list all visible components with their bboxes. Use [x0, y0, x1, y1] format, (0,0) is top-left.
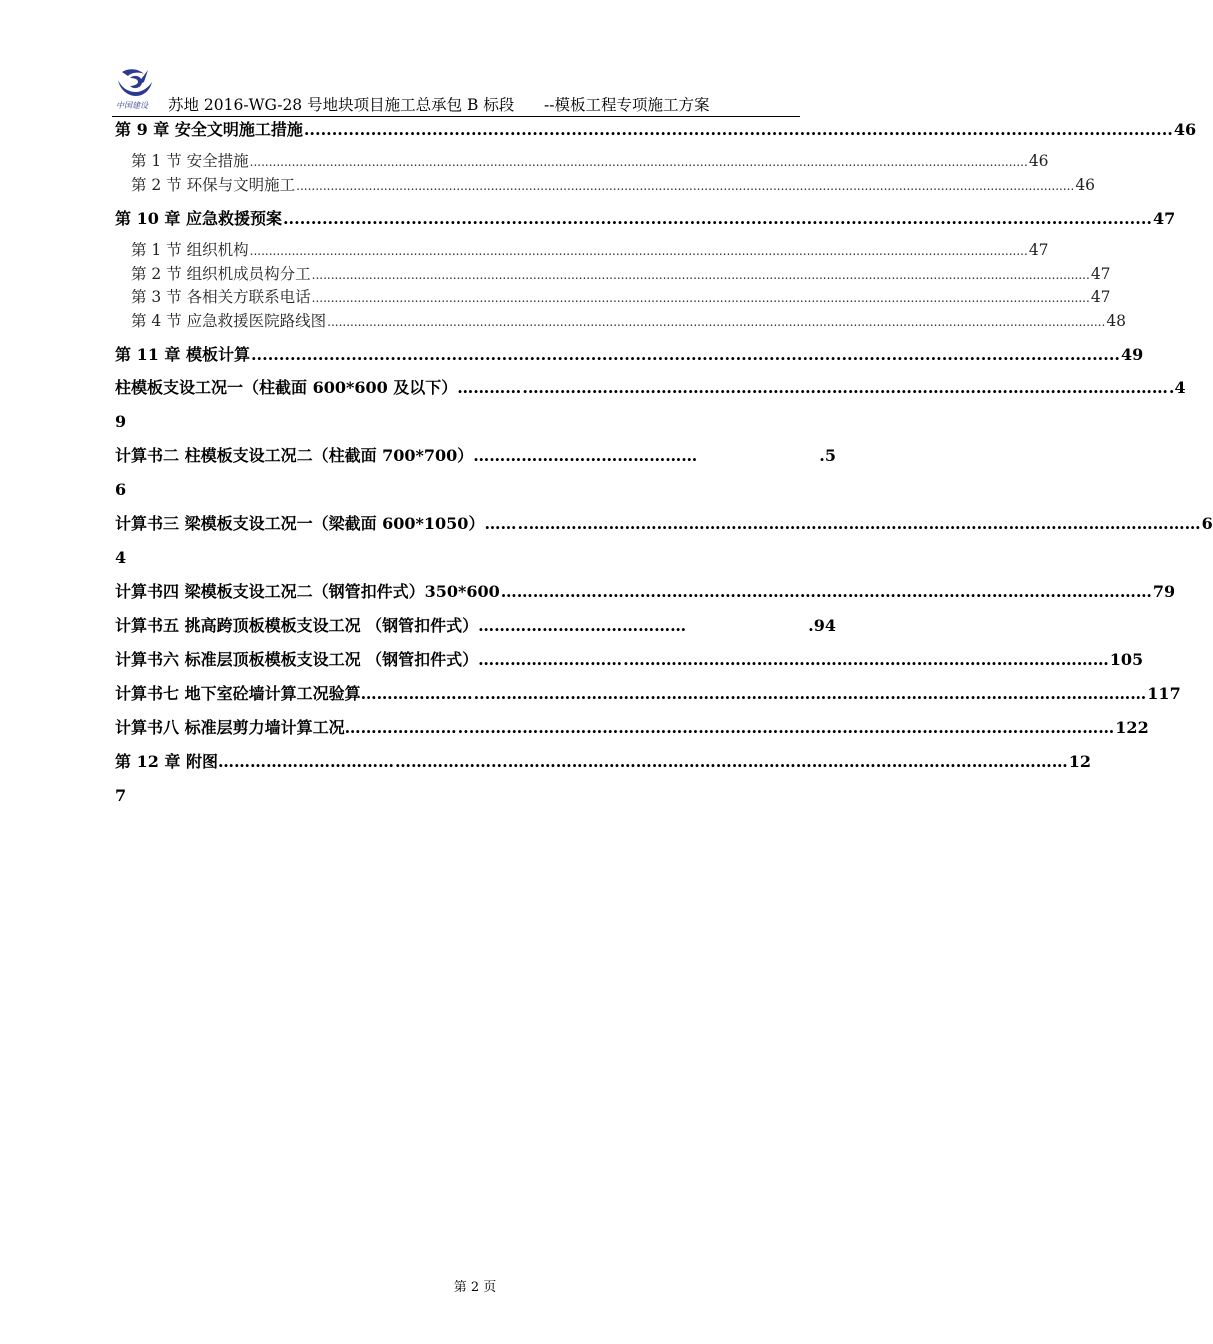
- toc-leader: ............................................................................................................................................................: [282, 209, 1152, 228]
- toc-section[interactable]: [115, 286, 1111, 310]
- toc-label: 计算书二 柱模板支设工况二（柱截面 700*700）……………………………………: [115, 446, 698, 465]
- toc-page: 48: [1106, 311, 1127, 330]
- toc-section[interactable]: [115, 310, 1127, 334]
- company-logo-icon: [114, 66, 156, 112]
- toc-page: 122: [1115, 718, 1149, 737]
- toc-page: .5: [819, 446, 836, 465]
- toc-leader: ............................................................................................................................................................................................................: [249, 244, 1028, 258]
- toc-leader: ...……………………………………………………………………………………………………………: [473, 684, 1147, 703]
- toc-page: .94: [808, 616, 836, 635]
- toc-page: 47: [1152, 209, 1176, 228]
- toc-chapter-11[interactable]: [115, 345, 1144, 365]
- toc-calc-7[interactable]: [115, 677, 1181, 711]
- toc-leader: ………………..…………………………………………………………………………………………: [500, 582, 1152, 601]
- header-title: 苏地 2016-WG-28 号地块项目施工总承包 B 标段: [168, 96, 515, 114]
- toc-page: 47: [1090, 288, 1111, 306]
- toc-calc-1[interactable]: [115, 371, 1186, 405]
- page-number: 第 2 页: [453, 1280, 497, 1295]
- toc-leader: ............................................................................................................................................................: [303, 120, 1173, 139]
- toc-page: 12: [1068, 752, 1091, 771]
- toc-label: 第 1 节 安全措施: [131, 152, 249, 170]
- toc-label: 第 12 章 附图……………………………: [115, 752, 394, 771]
- toc-chapter-10[interactable]: [115, 209, 1176, 229]
- toc-label: 第 11 章 模板计算: [115, 345, 250, 364]
- toc-label: 第 3 节 各相关方联系电话: [131, 288, 311, 306]
- toc-leader: .………………………………………………………………………………: [623, 650, 1109, 669]
- toc-section[interactable]: [115, 263, 1111, 287]
- toc-leader: ..………………………………………………………………………………………………………………: [517, 514, 1201, 533]
- toc-calc-8[interactable]: [115, 711, 1149, 745]
- toc-calc-5[interactable]: [115, 609, 836, 643]
- toc-page: 117: [1147, 684, 1181, 703]
- toc-leader: ………………...……………………………………………………………………………………………: [394, 752, 1068, 771]
- toc-page-wrap: 7: [115, 786, 127, 805]
- toc-label: 第 10 章 应急救援预案: [115, 209, 282, 228]
- toc-page: 6: [1201, 514, 1213, 533]
- toc-calc-6[interactable]: [115, 643, 1144, 677]
- toc-section[interactable]: [115, 174, 1096, 198]
- toc-page: 47: [1090, 264, 1111, 283]
- toc-calc-2[interactable]: [115, 439, 836, 473]
- toc-label: 计算书六 标准层顶板模板支设工况 （钢管扣件式）………………………: [115, 650, 623, 669]
- page-header: [112, 64, 800, 117]
- toc-label: 第 4 节 应急救援医院路线图: [131, 311, 327, 330]
- toc-leader: .…………………………………………………………………………………………………………: [522, 378, 1168, 397]
- toc-page: 105: [1109, 650, 1144, 669]
- table-of-contents: [115, 118, 1213, 813]
- toc-leader: ............................................................................................................................................................................................................: [311, 267, 1090, 282]
- toc-chapter-12[interactable]: [115, 745, 1091, 779]
- toc-leader: ............................................................................................................................................................................................................: [296, 178, 1075, 193]
- toc-label: 计算书五 挑高跨顶板模板支设工况 （钢管扣件式）…………………………………: [115, 616, 687, 635]
- toc-page: 47: [1028, 241, 1049, 259]
- toc-label: 第 2 节 环保与文明施工: [131, 175, 296, 194]
- toc-calc-3[interactable]: [115, 507, 1213, 541]
- toc-label: 计算书三 梁模板支设工况一（梁截面 600*1050）……: [115, 514, 517, 533]
- svg-text:中国建设: 中国建设: [116, 101, 148, 110]
- toc-label: 柱模板支设工况一（柱截面 600*600 及以下）…………: [115, 378, 522, 397]
- toc-page: 79: [1152, 582, 1176, 601]
- header-subtitle: --模板工程专项施工方案: [544, 96, 710, 114]
- toc-label: 计算书七 地下室砼墙计算工况验算…………………: [115, 684, 473, 703]
- toc-section[interactable]: [115, 239, 1049, 263]
- toc-leader: ...…………………………………………………………………………………………………………: [457, 718, 1115, 737]
- toc-page-wrap: 6: [115, 480, 127, 499]
- toc-label: 计算书八 标准层剪力墙计算工况…………………: [115, 718, 457, 737]
- toc-page: .4: [1168, 378, 1186, 397]
- toc-page: 46: [1173, 120, 1197, 139]
- toc-chapter-9[interactable]: [115, 120, 1197, 140]
- toc-calc-4[interactable]: [115, 575, 1176, 609]
- toc-page: 49: [1120, 345, 1144, 364]
- toc-leader: ............................................................................................................................................................................................................: [327, 314, 1106, 329]
- toc-leader: ............................................................................................................................................................................................................: [311, 291, 1090, 305]
- toc-page-wrap: 4: [115, 548, 127, 567]
- toc-label: 第 1 节 组织机构: [131, 241, 249, 259]
- toc-page: 46: [1075, 175, 1096, 194]
- toc-leader: ............................................................................................................................................................................................................: [249, 155, 1028, 169]
- toc-section[interactable]: [115, 150, 1049, 174]
- toc-label: 第 9 章 安全文明施工措施: [115, 120, 303, 139]
- toc-page: 46: [1028, 152, 1049, 170]
- toc-leader: ............................................................................................................................................................: [250, 345, 1120, 364]
- toc-page-wrap: 9: [115, 412, 127, 431]
- toc-label: 第 2 节 组织机成员构分工: [131, 264, 311, 283]
- toc-label: 计算书四 梁模板支设工况二（钢管扣件式）350*600: [115, 582, 500, 601]
